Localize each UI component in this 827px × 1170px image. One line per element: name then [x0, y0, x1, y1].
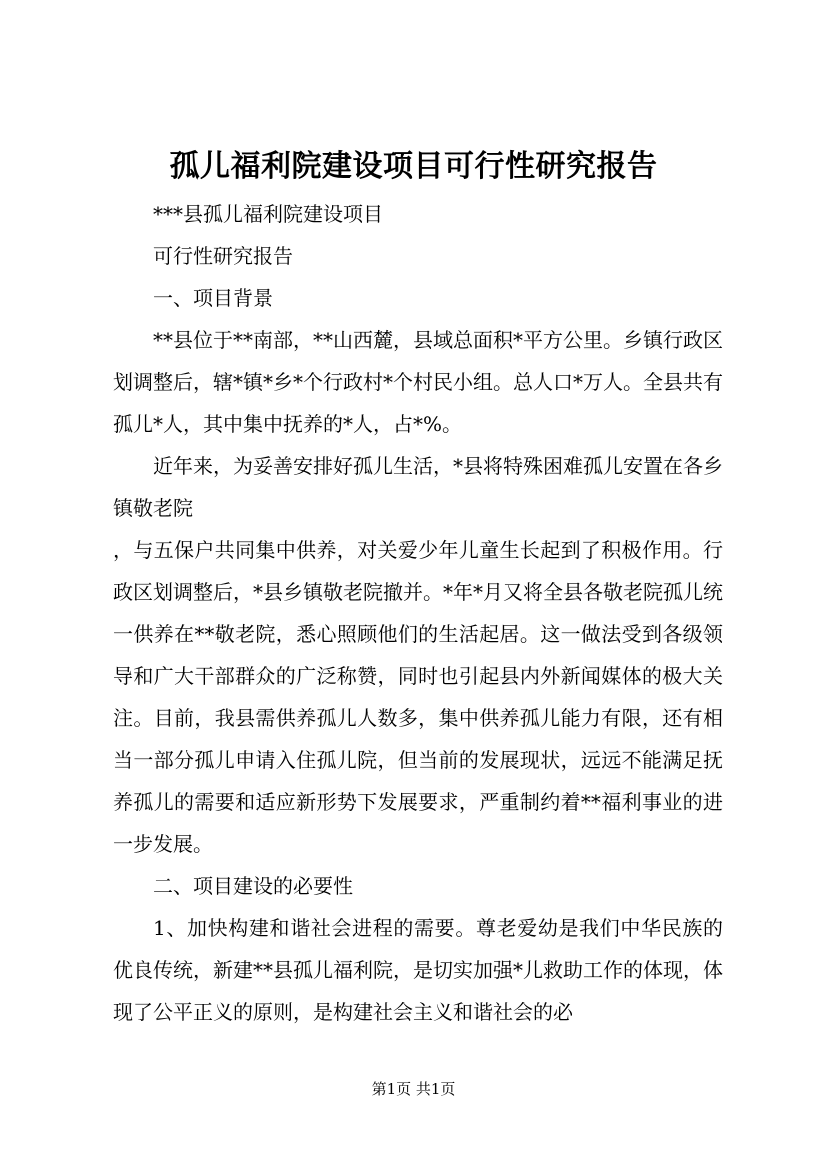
report-subtitle-line: 可行性研究报告: [153, 244, 293, 268]
section-heading-background: 一、项目背景: [153, 286, 273, 310]
section-heading-necessity: 二、项目建设的必要性: [153, 874, 353, 898]
document-title: 孤儿福利院建设项目可行性研究报告: [169, 149, 658, 184]
paragraph-harmonious-society: 1、加快构建和谐社会进程的需要。尊老爱幼是我们中华民族的优良传统，新建**县孤儿福利院，是切实加强*儿救助工作的体现，体现了公平正义的原则，是构建社会主义和谐社会的必: [113, 916, 723, 1024]
paragraph-recent-years: 近年来，为妥善安排好孤儿生活，*县将特殊困难孤儿安置在各乡镇敬老院: [113, 454, 723, 520]
page-number-footer: 第1页 共1页: [371, 1080, 456, 1098]
paragraph-county-overview: **县位于**南部，**山西麓，县域总面积*平方公里。乡镇行政区划调整后，辖*镇*乡*个行政村*个村民小组。总人口*万人。全县共有孤儿*人，其中集中抚养的*人，占*%。: [113, 328, 723, 436]
project-name-line: ***县孤儿福利院建设项目: [153, 202, 383, 226]
paragraph-continuation: ，与五保户共同集中供养，对关爱少年儿童生长起到了积极作用。行政区划调整后，*县乡镇敬老院撤并。*年*月又将全县各敬老院孤儿统一供养在**敬老院，悉心照顾他们的生活起居。这一做法受到各级领导和广大干部群众的广泛称赞，同时也引起县内外新闻媒体的极大关注。目前，我县需供养孤儿人数多，集中供养孤儿能力有限，还有相当一部分孤儿申请入住孤儿院，但当前的发展现状，远远不能满足抚养孤儿的需要和适应新形势下发展要求，严重制约着**福利事业的进一步发展。: [113, 538, 723, 856]
document-body: [113, 193, 723, 1033]
